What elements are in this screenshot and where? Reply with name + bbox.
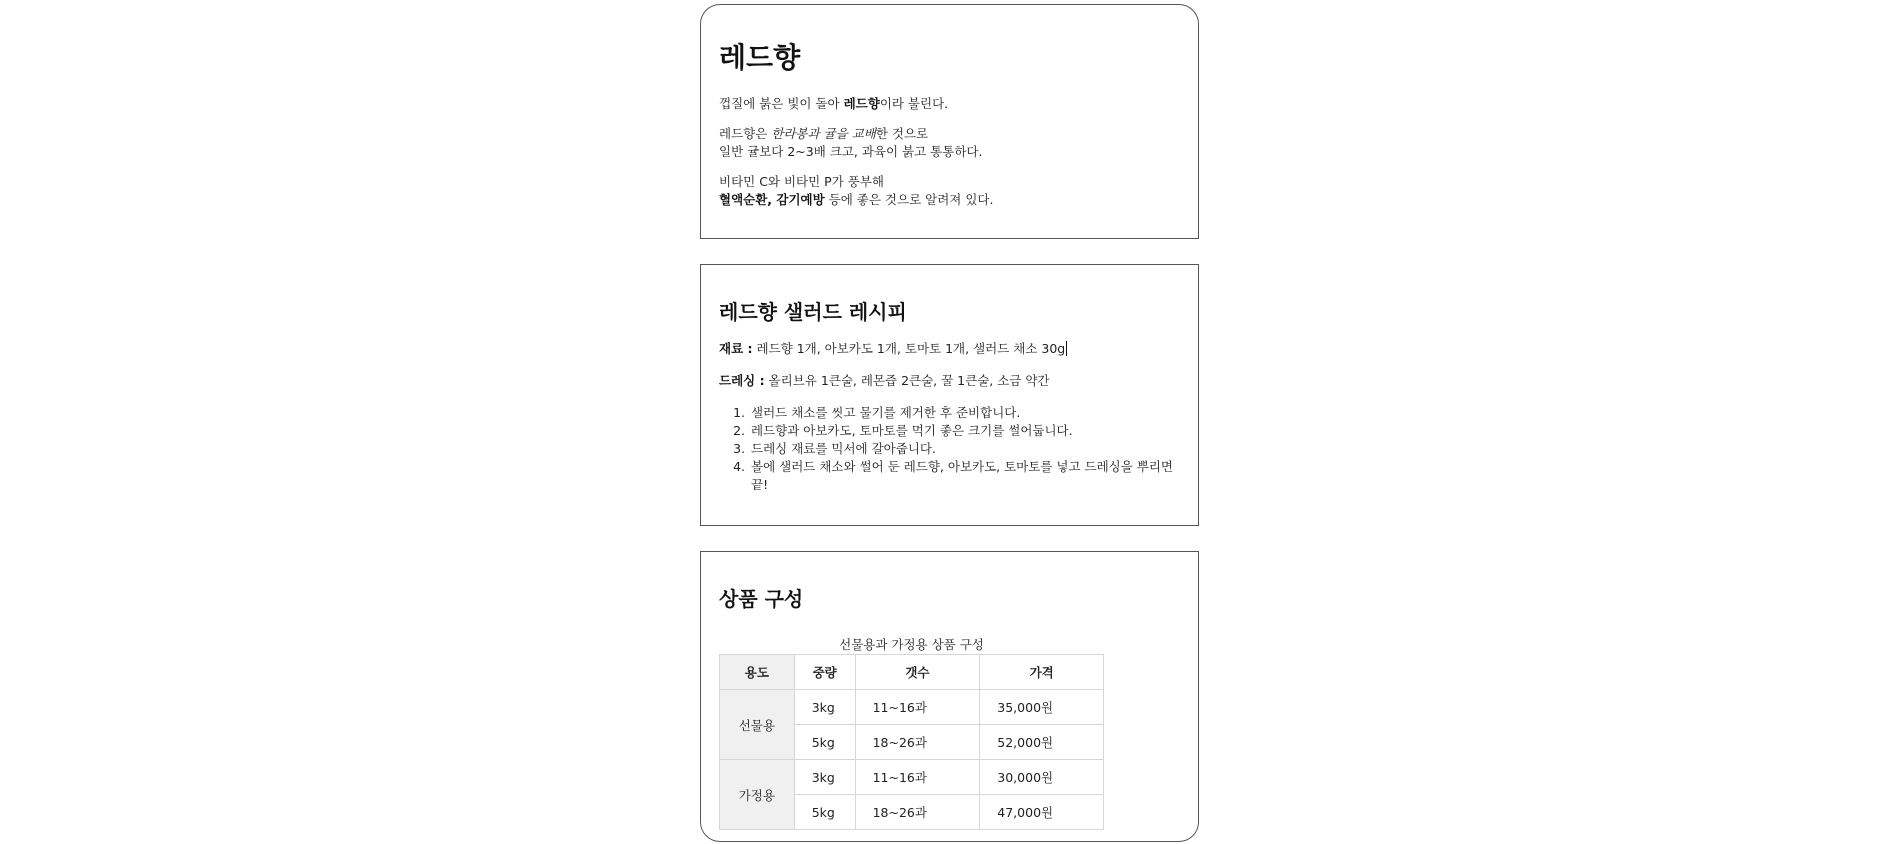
recipe-card bbox=[700, 264, 1199, 526]
ingredients-label: 재료 : bbox=[719, 341, 753, 356]
usage-cell: 선물용 bbox=[720, 690, 795, 760]
product-title: 상품 구성 bbox=[719, 587, 804, 611]
intro-p2-italic: 한라봉과 귤을 교배 bbox=[771, 126, 876, 141]
intro-paragraph-1 bbox=[719, 95, 1180, 113]
ingredients-value: 레드향 1개, 아보카도 1개, 토마토 1개, 샐러드 채소 30g bbox=[752, 341, 1066, 356]
recipe-title: 레드향 샐러드 레시피 bbox=[719, 300, 907, 324]
header-count: 갯수 bbox=[855, 655, 980, 690]
table-caption: 선물용과 가정용 상품 구성 bbox=[839, 637, 984, 652]
text-cursor bbox=[1066, 341, 1067, 356]
intro-p2-text-after: 한 것으로 bbox=[875, 126, 929, 141]
table-header-row bbox=[720, 655, 1104, 690]
table-row bbox=[720, 690, 1104, 725]
table-row bbox=[720, 760, 1104, 795]
intro-p2-text: 레드향은 bbox=[719, 126, 772, 141]
intro-p3-text-after: 등에 좋은 것으로 알려져 있다. bbox=[824, 192, 994, 207]
header-price: 가격 bbox=[980, 655, 1104, 690]
price-cell: 47,000원 bbox=[980, 795, 1104, 830]
count-cell: 11~16과 bbox=[855, 760, 980, 795]
usage-cell: 가정용 bbox=[720, 760, 795, 830]
intro-p3-line1: 비타민 C와 비타민 P가 풍부해 bbox=[719, 174, 884, 189]
count-cell: 18~26과 bbox=[855, 725, 980, 760]
product-table bbox=[719, 654, 1104, 830]
intro-p1-bold: 레드향 bbox=[843, 96, 880, 111]
recipe-step: 2. 레드향과 아보카도, 토마토를 먹기 좋은 크기를 썰어둡니다. bbox=[749, 422, 1180, 440]
intro-card bbox=[700, 4, 1199, 239]
product-table-wrap bbox=[719, 636, 1104, 830]
header-usage: 용도 bbox=[720, 655, 795, 690]
count-cell: 11~16과 bbox=[855, 690, 980, 725]
price-cell: 52,000원 bbox=[980, 725, 1104, 760]
recipe-step: 4. 볼에 샐러드 채소와 썰어 둔 레드향, 아보카도, 토마토를 넣고 드레싱을 뿌리면 끝! bbox=[749, 458, 1180, 494]
ingredients-line bbox=[719, 340, 1180, 358]
recipe-steps bbox=[719, 404, 1180, 494]
weight-cell: 5kg bbox=[794, 795, 855, 830]
intro-paragraph-3 bbox=[719, 173, 1180, 209]
weight-cell: 5kg bbox=[794, 725, 855, 760]
product-card bbox=[700, 551, 1199, 842]
header-weight: 중량 bbox=[794, 655, 855, 690]
intro-paragraph-2 bbox=[719, 125, 1180, 161]
intro-p2-line2: 일반 귤보다 2~3배 크고, 과육이 붉고 통통하다. bbox=[719, 144, 983, 159]
recipe-step: 3. 드레싱 재료를 믹서에 갈아줍니다. bbox=[749, 440, 1180, 458]
count-cell: 18~26과 bbox=[855, 795, 980, 830]
dressing-value: 올리브유 1큰술, 레몬즙 2큰술, 꿀 1큰술, 소금 약간 bbox=[764, 373, 1050, 388]
intro-p3-bold: 혈액순환, 감기예방 bbox=[719, 192, 825, 207]
intro-p1-text: 껍질에 붉은 빛이 돌아 bbox=[719, 96, 844, 111]
recipe-step: 1. 샐러드 채소를 씻고 물기를 제거한 후 준비합니다. bbox=[749, 404, 1180, 422]
intro-p1-text-after: 이라 불린다. bbox=[879, 96, 949, 111]
price-cell: 30,000원 bbox=[980, 760, 1104, 795]
intro-title: 레드향 bbox=[719, 41, 801, 74]
dressing-label: 드레싱 : bbox=[719, 373, 765, 388]
dressing-line bbox=[719, 372, 1180, 390]
price-cell: 35,000원 bbox=[980, 690, 1104, 725]
weight-cell: 3kg bbox=[794, 760, 855, 795]
weight-cell: 3kg bbox=[794, 690, 855, 725]
